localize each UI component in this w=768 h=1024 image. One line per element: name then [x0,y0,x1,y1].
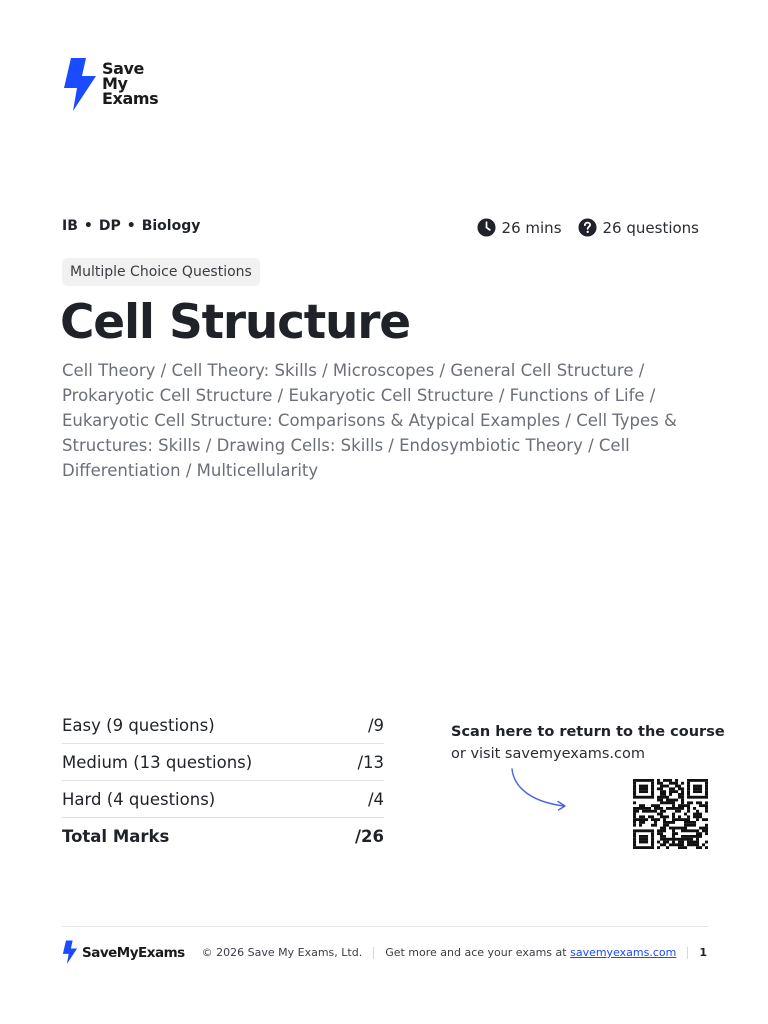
breadcrumb-level: DP [98,218,121,234]
marks-value: /9 [367,716,384,735]
logo-wordmark: Save My Exams [102,59,159,108]
footer-separator [687,947,688,959]
marks-row-easy [62,707,384,744]
breadcrumb-separator: • [126,218,136,234]
page-number: 1 [699,946,707,959]
time-stat [477,218,562,237]
cta-text: Get more and ace your exams at [385,946,571,959]
scan-prompt [451,722,725,766]
exam-stats [477,218,699,237]
copyright-text: © 2026 Save My Exams, Ltd. [201,946,363,959]
topic-list: Cell Theory / Cell Theory: Skills / Microscopes / General Cell Structure / Prokaryotic Cell Structure / Eukaryotic Cell Structure / Functions of Life / Eukaryotic Cell Structure: Comparisons & Atypical Examples / Cell Types & Structures: Skills / Drawing Cells: Skills / Endosymbiotic Theory / Cell Differentiation / Multicellularity [62,361,677,480]
marks-label: Medium (13 questions) [62,753,253,772]
scan-title: Scan here to return to the course [451,724,725,740]
marks-label: Easy (9 questions) [62,716,215,735]
footer-info [202,946,707,959]
marks-label: Total Marks [62,827,170,846]
questions-stat [578,218,699,237]
footer-logo[interactable] [62,940,185,965]
page-title: Cell Structure [60,295,410,350]
breadcrumb-subject: Biology [141,218,201,234]
clock-icon [477,218,496,237]
marks-row-medium [62,744,384,781]
question-icon [578,218,597,237]
scan-subtitle: or visit savemyexams.com [451,746,645,762]
marks-label: Hard (4 questions) [62,790,216,809]
marks-value: /13 [357,753,384,772]
breadcrumb-curriculum: IB [62,218,78,234]
footer-separator [373,947,374,959]
footer-divider [62,926,708,927]
time-value: 26 mins [501,218,562,237]
bolt-icon [62,58,98,112]
breadcrumb-separator: • [83,218,93,234]
bolt-icon [62,940,78,965]
breadcrumb [62,218,200,234]
footer-cta [385,946,676,959]
marks-value: /26 [355,827,384,846]
marks-row-total [62,818,384,854]
meta-row [62,218,708,238]
marks-row-hard [62,781,384,818]
marks-table [62,707,384,854]
footer [62,940,708,966]
marks-value: /4 [367,790,384,809]
question-type-badge: Multiple Choice Questions [62,258,260,286]
questions-value: 26 questions [602,218,699,237]
curved-arrow-icon [506,766,572,812]
brand-logo[interactable] [62,58,162,112]
website-link[interactable]: savemyexams.com [570,946,677,959]
footer-wordmark: SaveMyExams [82,944,185,961]
qr-code[interactable] [633,779,708,849]
